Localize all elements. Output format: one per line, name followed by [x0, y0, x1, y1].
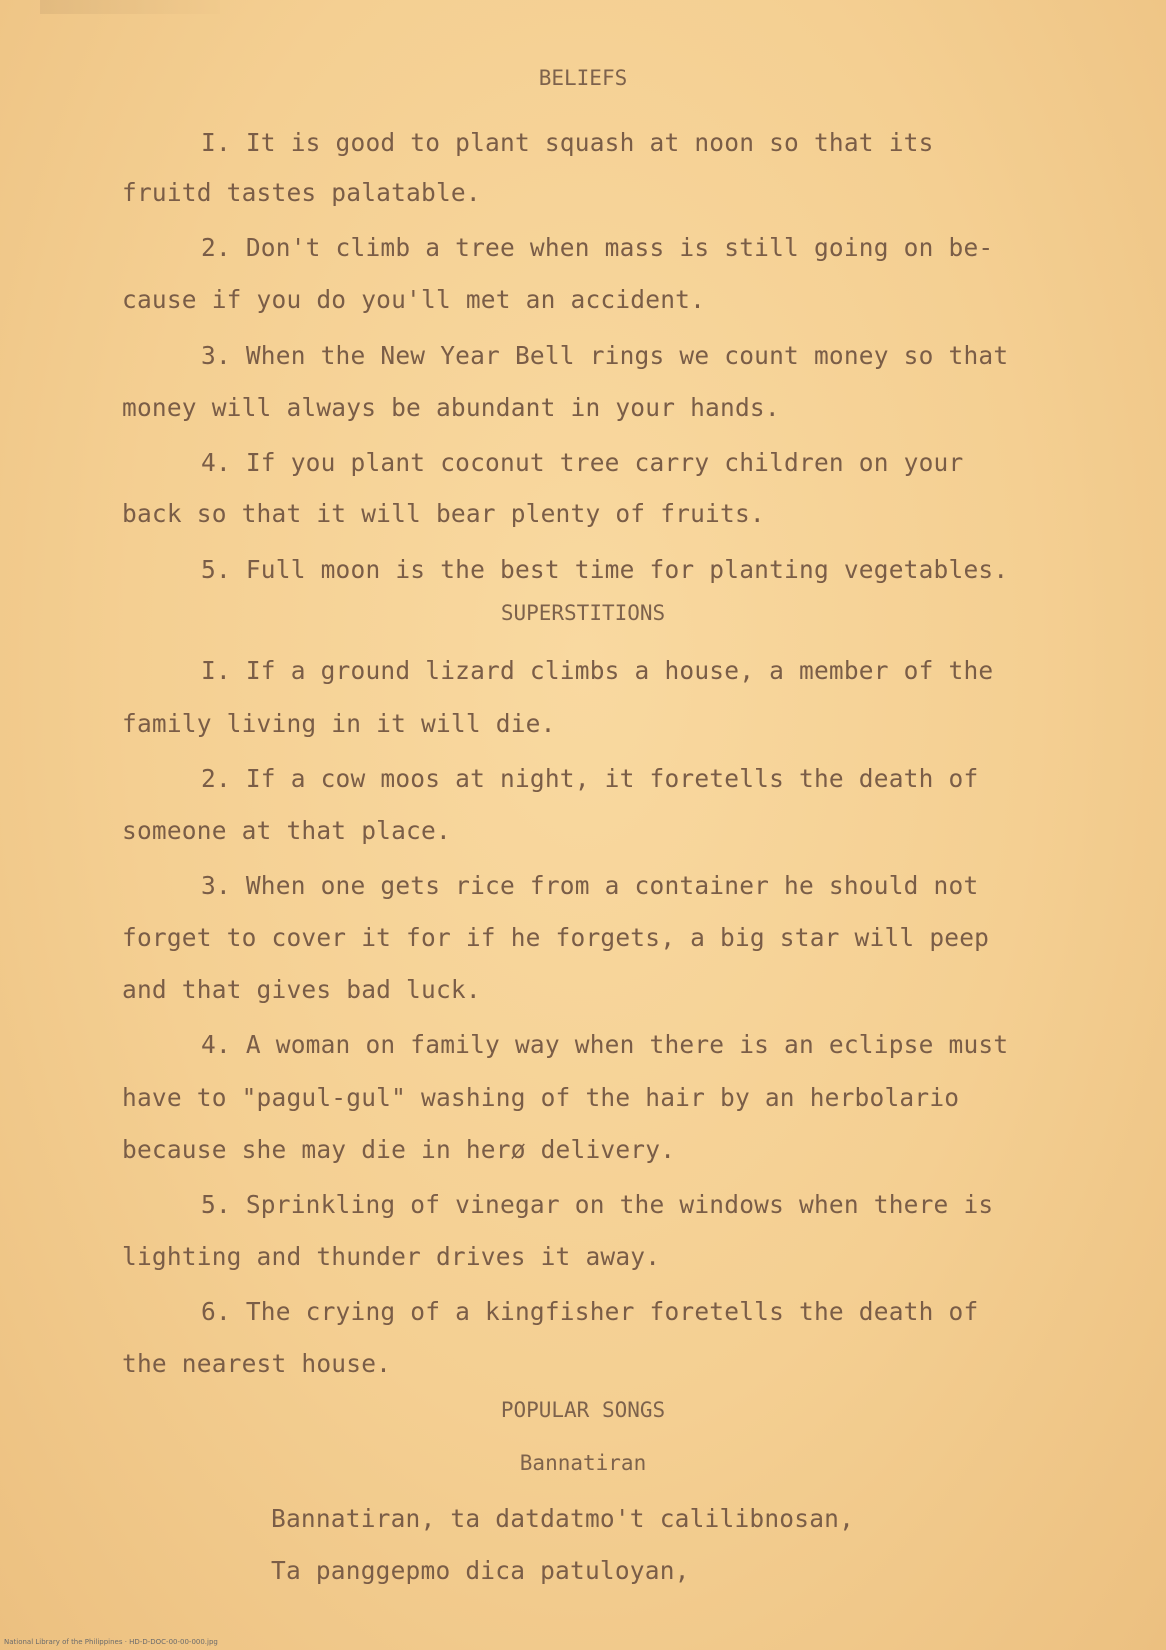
belief-2-line-2: cause if you do you'll met an accident. — [122, 285, 706, 314]
superstition-5-line-1: 5. Sprinkling of vinegar on the windows when there is — [201, 1190, 994, 1219]
superstition-4-line-3: because she may die in herø delivery. — [122, 1135, 676, 1164]
beliefs-heading: BELIEFS — [538, 66, 628, 90]
superstition-3-line-1: 3. When one gets rice from a container he should not — [201, 871, 979, 900]
superstition-3-line-3: and that gives bad luck. — [122, 975, 481, 1004]
belief-1-line-1: I. It is good to plant squash at noon so that its — [201, 128, 934, 157]
song-title: Bannatiran — [519, 1451, 647, 1475]
song-line-2: Ta panggepmo dica patuloyan, — [271, 1556, 690, 1585]
superstition-1-line-2: family living in it will die. — [122, 709, 556, 738]
superstition-1-line-1: I. If a ground lizard climbs a house, a member of the — [201, 656, 994, 685]
superstition-6-line-2: the nearest house. — [122, 1349, 392, 1378]
belief-3-line-1: 3. When the New Year Bell rings we count money so that — [201, 341, 1009, 370]
popular-songs-heading: POPULAR SONGS — [500, 1398, 666, 1422]
paper-stain — [40, 0, 220, 14]
belief-4-line-1: 4. If you plant coconut tree carry children on your — [201, 448, 964, 477]
superstition-6-line-1: 6. The crying of a kingfisher foretells the death of — [201, 1297, 979, 1326]
belief-5-line-1: 5. Full moon is the best time for planting vegetables. — [201, 555, 1009, 584]
superstition-3-line-2: forget to cover it for if he forgets, a big star will peep — [122, 923, 990, 952]
superstition-5-line-2: lighting and thunder drives it away. — [122, 1242, 661, 1271]
belief-4-line-2: back so that it will bear plenty of fruits. — [122, 499, 765, 528]
superstition-4-line-1: 4. A woman on family way when there is an eclipse must — [201, 1030, 1009, 1059]
belief-2-line-1: 2. Don't climb a tree when mass is still going on be- — [201, 233, 994, 262]
superstition-2-line-2: someone at that place. — [122, 816, 451, 845]
belief-3-line-2: money will always be abundant in your hands. — [122, 393, 780, 422]
archive-footer: National Library of the Philippines · HD-D-DOC-00-00-000.jpg — [4, 1638, 218, 1646]
superstitions-heading: SUPERSTITIONS — [500, 601, 666, 625]
superstition-4-line-2: have to "pagul-gul" washing of the hair by an herbolario — [122, 1083, 960, 1112]
belief-1-line-2: fruitd tastes palatable. — [122, 178, 481, 207]
song-line-1: Bannatiran, ta datdatmo't calilibnosan, — [271, 1504, 855, 1533]
superstition-2-line-1: 2. If a cow moos at night, it foretells the death of — [201, 764, 979, 793]
